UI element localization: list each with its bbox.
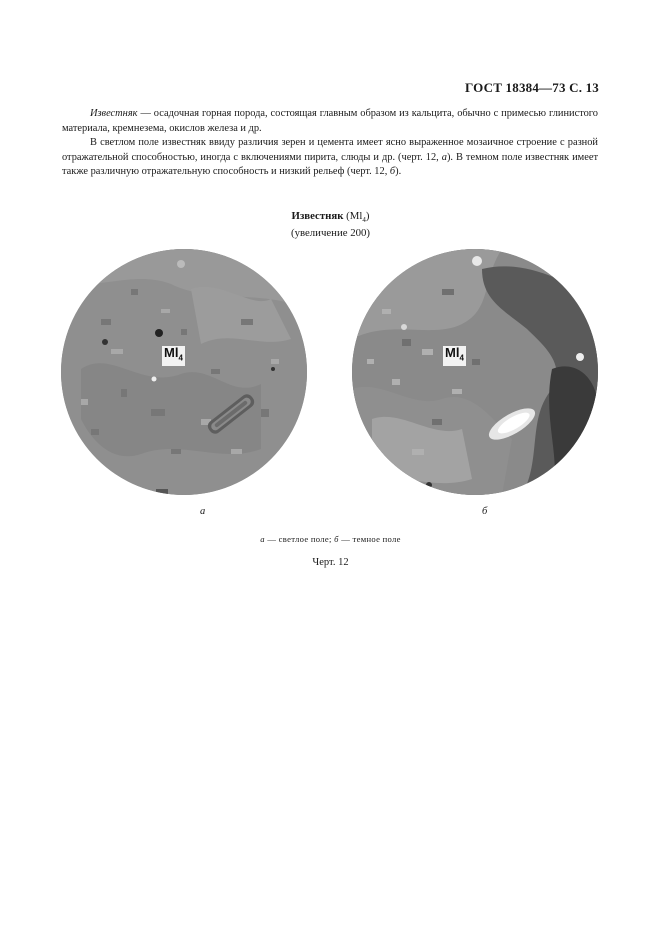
panel-letter-b: б — [482, 506, 488, 517]
micrograph-bright-field — [61, 249, 307, 495]
term-limestone: Известняк — [90, 108, 138, 119]
figure-title-code-sub: 4 — [362, 216, 366, 225]
caption-b-text: — темное поле — [338, 534, 401, 544]
paragraph-definition — [62, 107, 598, 136]
caption-b-letter: б — [334, 534, 339, 544]
body-text — [62, 107, 598, 180]
figure-caption — [0, 534, 661, 544]
figure-title-code: (Ml — [346, 210, 363, 222]
panel-letter-a: а — [200, 506, 206, 517]
paragraph-description — [62, 136, 598, 180]
figure-title — [0, 210, 661, 240]
caption-a-text: — светлое поле; — [264, 534, 335, 544]
ref-b: б — [389, 166, 396, 178]
caption-a-letter: а — [260, 534, 265, 544]
definition-text: — осадочная горная порода, состоящая главным образом из кальцита, обычно с примесью глинистого материала, кремнезема, окислов железа и др. — [62, 108, 598, 134]
description-text-2: ). В темном поле известняк имеет также различную отражательную способность и низкий рельеф (черт. 12, — [62, 151, 599, 178]
figure-magnification: (увеличение 200) — [290, 227, 371, 240]
figure-title-name: Известняк — [291, 210, 344, 222]
description-text-1: В светлом поле известняк ввиду различия зерен и цемента имеет ясно выраженное мозаичное строение с разной отражательной способностью, иногда с включениями пирита, слюды и др. (черт. 12, — [62, 137, 598, 163]
micrograph-a-label: $Ml_4$ — [162, 346, 185, 366]
page-header: ГОСТ 18384—73 С. 13 — [465, 80, 599, 95]
figure-number: Черт. 12 — [312, 557, 349, 568]
micrograph-b-texture — [352, 249, 598, 495]
micrograph-dark-field — [352, 249, 598, 495]
description-text-3: ). — [395, 166, 402, 178]
micrograph-b-label: $Ml_4$ — [443, 346, 466, 366]
ref-a: а — [441, 151, 447, 163]
figure-title-code-end: ) — [365, 210, 370, 222]
micrograph-a-texture — [61, 249, 307, 495]
